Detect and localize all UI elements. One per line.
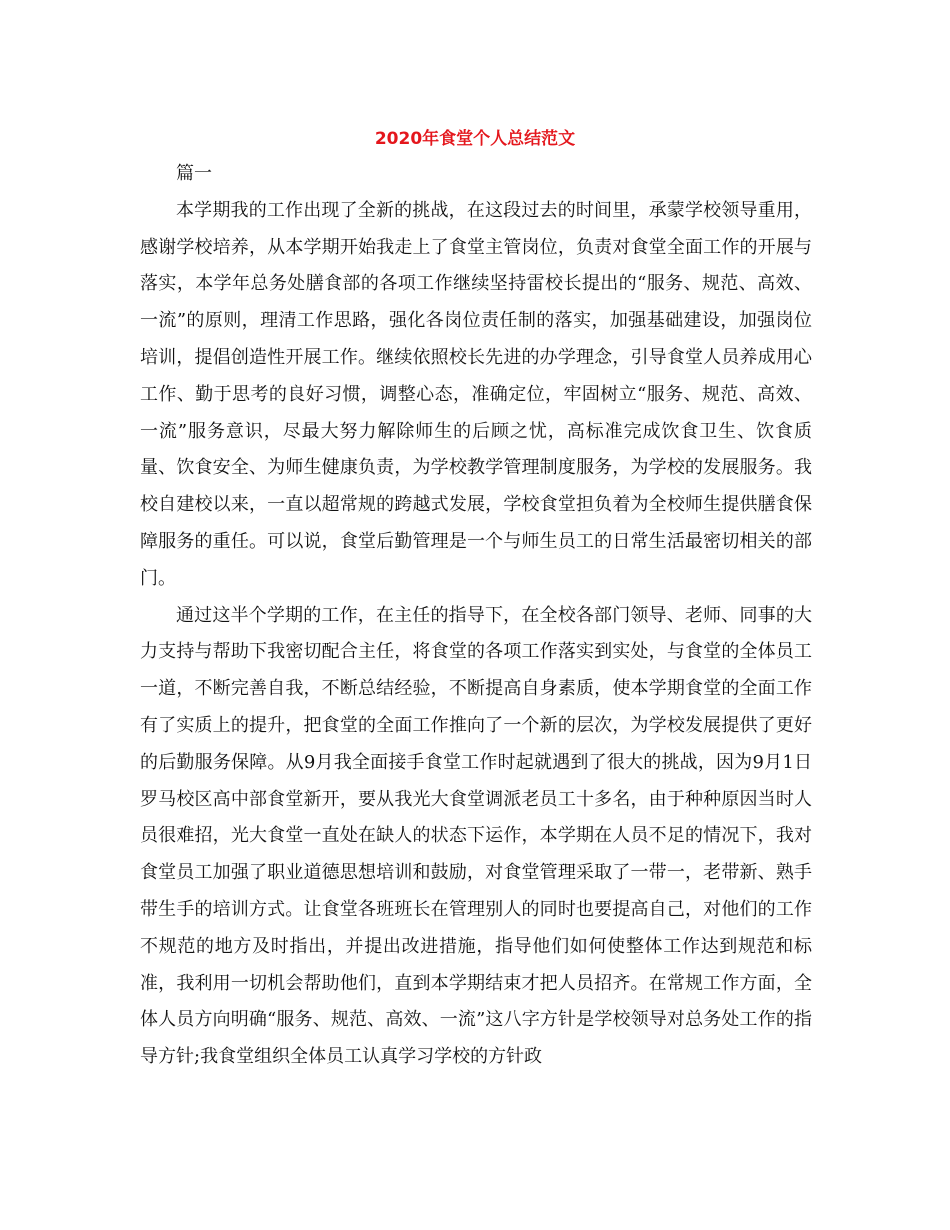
paragraph-2: 通过这半个学期的工作，在主任的指导下，在全校各部门领导、老师、同事的大力支持与帮助下我密切配合主任，将食堂的各项工作落实到实处，与食堂的全体员工一道，不断完善自我，不断总结经验，不断提高自身素质，使本学期食堂的全面工作有了实质上的提升，把食堂的全面工作推向了一个新的层次，为学校发展提供了更好的后勤服务保障。从9月我全面接手食堂工作时起就遇到了很大的挑战，因为9月1日罗马校区高中部食堂新开，要从我光大食堂调派老员工十多名，由于种种原因当时人员很难招，光大食堂一直处在缺人的状态下运作，本学期在人员不足的情况下，我对食堂员工加强了职业道德思想培训和鼓励，对食堂管理采取了一带一，老带新、熟手带生手的培训方式。让食堂各班班长在管理别人的同时也要提高自己，对他们的工作不规范的地方及时指出，并提出改进措施，指导他们如何使整体工作达到规范和标准，我利用一切机会帮助他们，直到本学期结束才把人员招齐。在常规工作方面，全体人员方向明确“服务、规范、高效、一流”这八字方针是学校领导对总务处工作的指导方针;我食堂组织全体员工认真学习学校的方针政 <box>140 604 812 1068</box>
paragraph-1: 本学期我的工作出现了全新的挑战，在这段过去的时间里，承蒙学校领导重用，感谢学校培养，从本学期开始我走上了食堂主管岗位，负责对食堂全面工作的开展与落实，本学年总务处膳食部的各项工作继续坚持雷校长提出的“服务、规范、高效、一流”的原则，理清工作思路，强化各岗位责任制的落实，加强基础建设，加强岗位培训，提倡创造性开展工作。继续依照校长先进的办学理念，引导食堂人员养成用心工作、勤于思考的良好习惯，调整心态，准确定位，牢固树立“服务、规范、高效、一流”服务意识，尽最大努力解除师生的后顾之忧，高标准完成饮食卫生、饮食质量、饮食安全、为师生健康负责，为学校教学管理制度服务，为学校的发展服务。我校自建校以来，一直以超常规的跨越式发展，学校食堂担负着为全校师生提供膳食保障服务的重任。可以说，食堂后勤管理是一个与师生员工的日常生活最密切相关的部门。 <box>140 199 812 589</box>
section-label: 篇一 <box>176 163 212 184</box>
document-title: 2020年食堂个人总结范文 <box>374 129 576 149</box>
document-body <box>140 156 812 1076</box>
